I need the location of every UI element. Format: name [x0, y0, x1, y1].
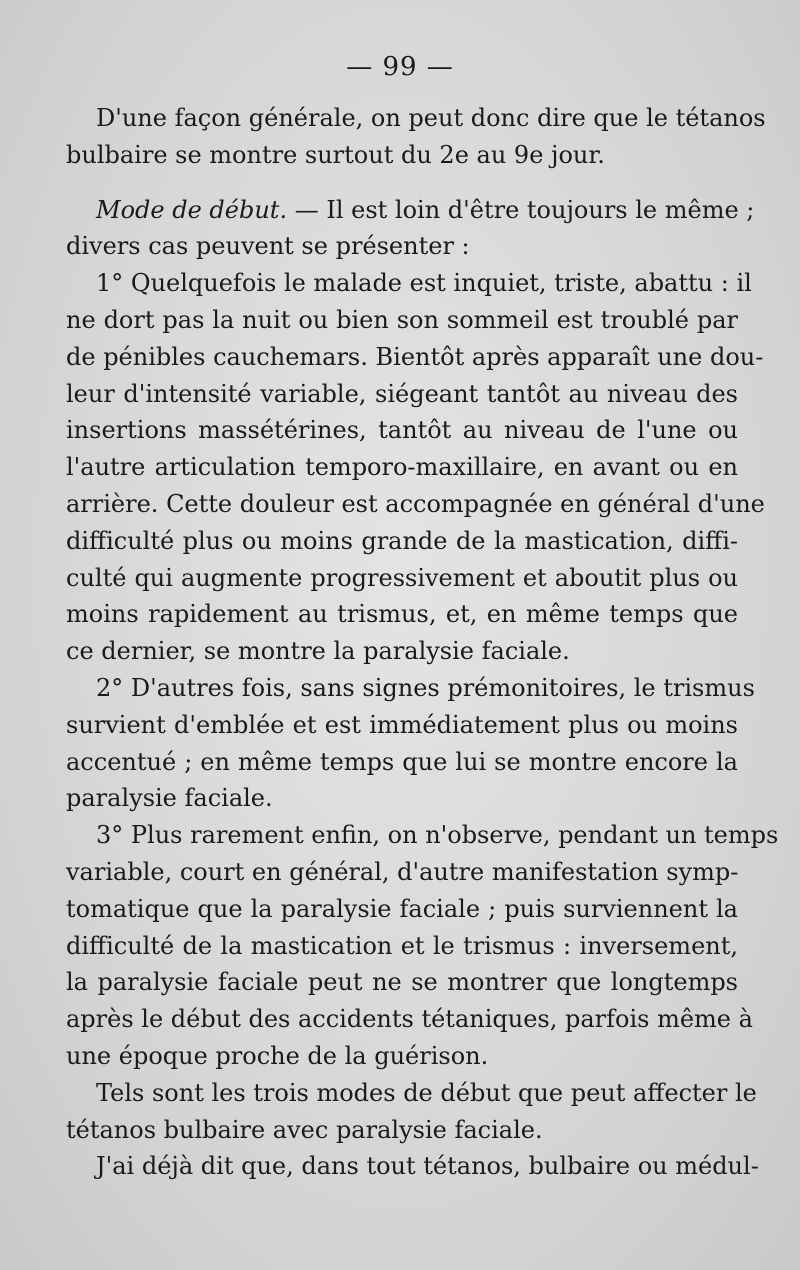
text-line: paralysie faciale.	[66, 784, 273, 813]
text-line: ce dernier, se montre la paralysie faciale.	[66, 637, 570, 666]
paragraph-case-2	[66, 670, 755, 817]
text-line: difficulté plus ou moins grande de la mastication, diffi-	[66, 526, 738, 555]
body-text	[66, 100, 779, 1185]
text-line: 2° D'autres fois, sans signes prémonitoires, le trismus	[96, 673, 755, 702]
text-line: l'autre articulation temporo-maxillaire, en avant ou en	[66, 453, 738, 482]
text-line: Tels sont les trois modes de début que peut affecter le	[96, 1078, 757, 1107]
text-line-rest: — Il est loin d'être toujours le même ;	[287, 195, 755, 224]
text-line: divers cas peuvent se présenter :	[66, 232, 470, 261]
paragraph-continuation	[66, 1148, 759, 1185]
paragraph-case-1	[66, 265, 765, 670]
text-line: après le début des accidents tétaniques, parfois même à	[66, 1005, 753, 1034]
text-line: difficulté de la mastication et le trismus : inversement,	[66, 931, 738, 960]
text-line: 1° Quelquefois le malade est inquiet, triste, abattu : il	[96, 269, 752, 298]
paragraph-general-conclusion	[66, 100, 766, 174]
paragraph-case-3	[66, 817, 779, 1075]
text-line: D'une façon générale, on peut donc dire que le tétanos	[96, 104, 766, 132]
text-line: culté qui augmente progressivement et aboutit plus ou	[66, 563, 738, 592]
text-line: moins rapidement au trismus, et, en même temps que	[66, 600, 738, 629]
text-line: la paralysie faciale peut ne se montrer que longtemps	[66, 968, 738, 997]
text-line: bulbaire se montre surtout du 2e au 9e jour.	[66, 140, 605, 169]
text-line: insertions massétérines, tantôt au niveau de l'une ou	[66, 416, 738, 445]
text-line: J'ai déjà dit que, dans tout tétanos, bulbaire ou médul-	[96, 1152, 759, 1181]
section-heading: Mode de début.	[96, 195, 288, 224]
text-line: survient d'emblée et est immédiatement plus ou moins	[66, 710, 738, 739]
page-number: — 99 —	[346, 52, 454, 82]
text-line: tomatique que la paralysie faciale ; puis surviennent la	[66, 894, 738, 923]
paragraph-mode-de-debut	[66, 192, 755, 266]
text-line	[66, 192, 755, 229]
text-line: variable, court en général, d'autre manifestation symp-	[66, 857, 739, 886]
text-line: ne dort pas la nuit ou bien son sommeil est troublé par	[66, 305, 738, 334]
text-line: tétanos bulbaire avec paralysie faciale.	[66, 1115, 543, 1144]
text-line: arrière. Cette douleur est accompagnée en général d'une	[66, 489, 765, 518]
text-line: une époque proche de la guérison.	[66, 1041, 489, 1070]
text-line: accentué ; en même temps que lui se montre encore la	[66, 747, 738, 776]
text-line: de pénibles cauchemars. Bientôt après apparaît une dou-	[66, 342, 764, 371]
paragraph-summary	[66, 1075, 757, 1149]
text-line: 3° Plus rarement enfin, on n'observe, pendant un temps	[96, 821, 779, 850]
text-line: leur d'intensité variable, siégeant tantôt au niveau des	[66, 379, 738, 408]
